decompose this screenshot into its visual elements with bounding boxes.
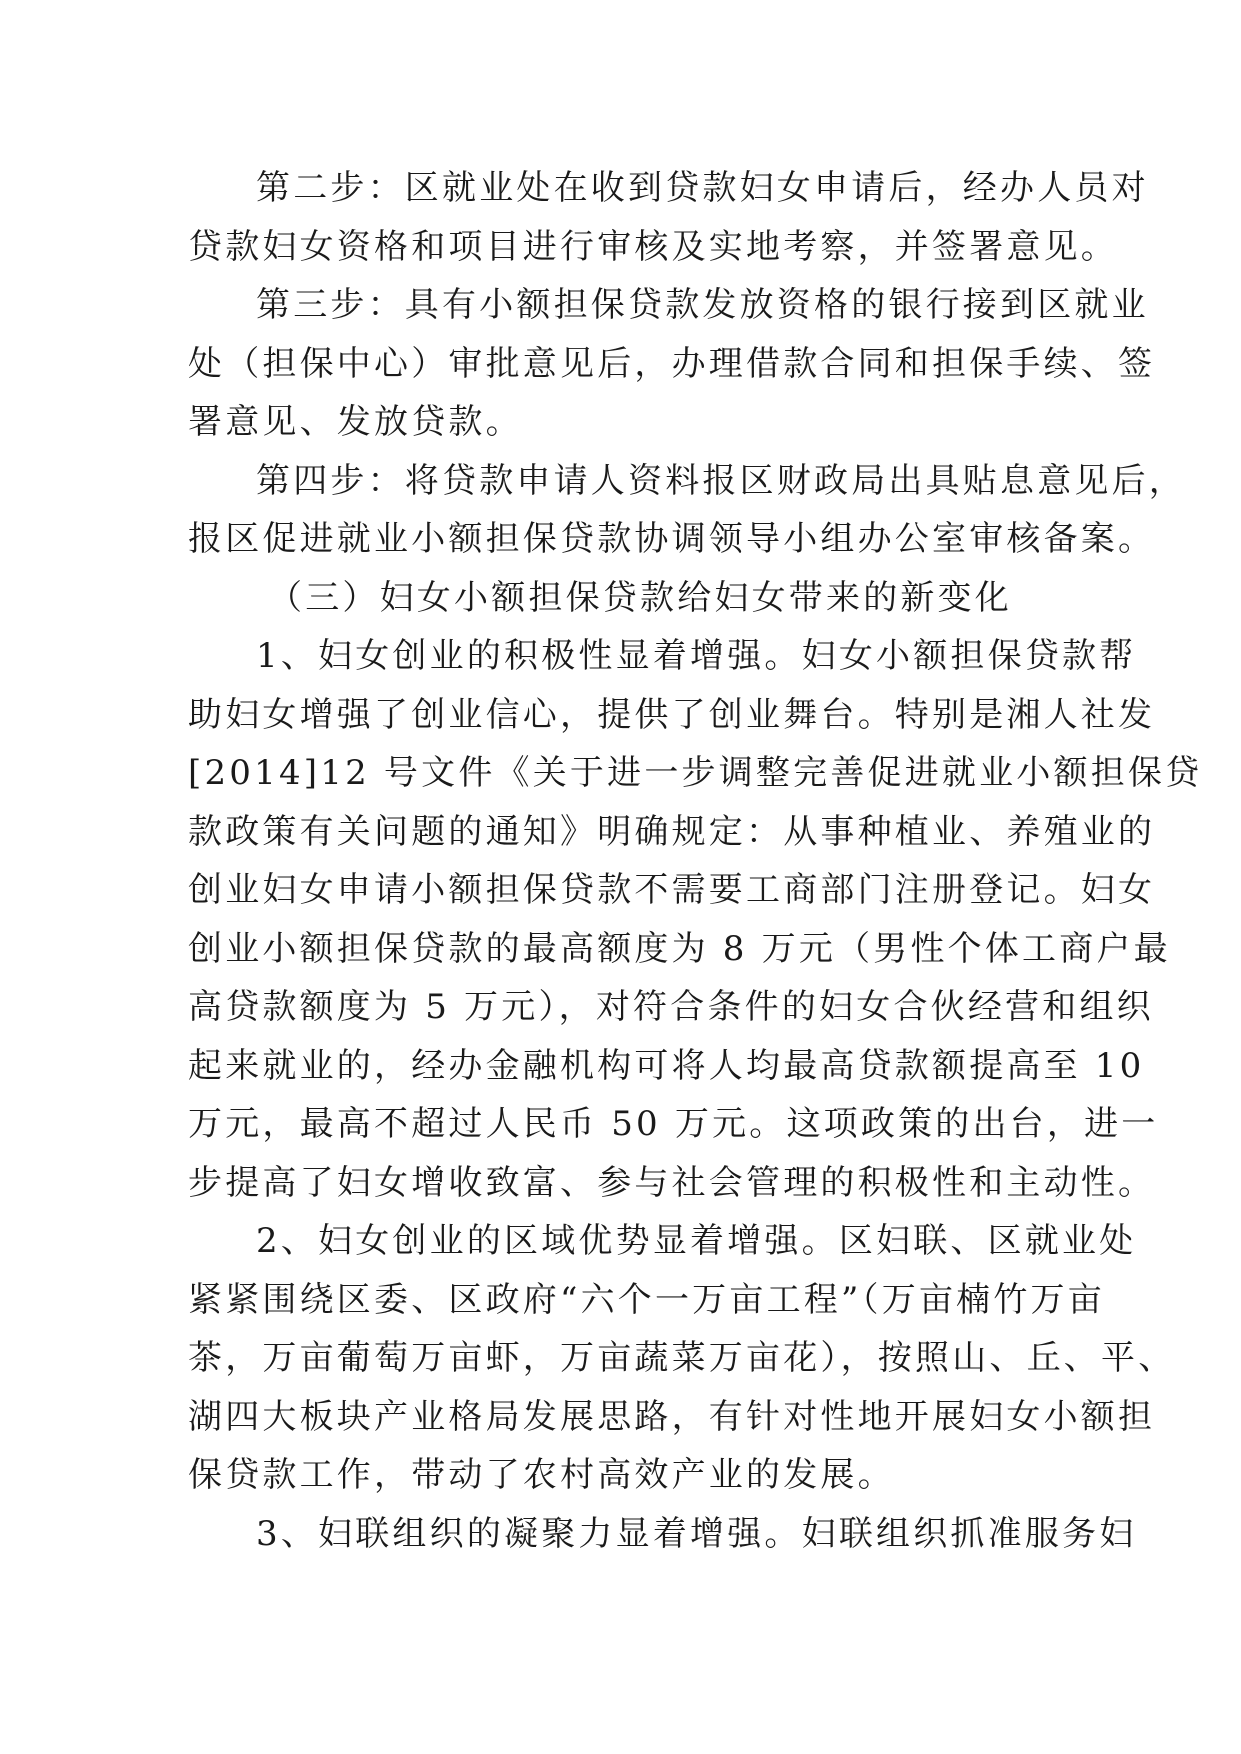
text-line: [2014]12 号文件《关于进一步调整完善促进就业小额担保贷 xyxy=(188,753,1203,793)
text-line: 茶，万亩葡萄万亩虾，万亩蔬菜万亩花），按照山、丘、平、 xyxy=(188,1338,1176,1378)
text-line: 高贷款额度为 5 万元），对符合条件的妇女合伙经营和组织 xyxy=(188,987,1154,1027)
text-line: 万元，最高不超过人民币 50 万元。这项政策的出台，进一 xyxy=(188,1104,1159,1144)
text-line: 创业小额担保贷款的最高额度为 8 万元（男性个体工商户最 xyxy=(188,928,1171,969)
text-line: 处（担保中心）审批意见后，办理借款合同和担保手续、签 xyxy=(188,343,1156,384)
text-line: 创业妇女申请小额担保贷款不需要工商部门注册登记。妇女 xyxy=(188,870,1156,910)
text-line: 湖四大板块产业格局发展思路，有针对性地开展妇女小额担 xyxy=(188,1396,1156,1437)
document-body xyxy=(188,159,1203,1563)
text-line: 保贷款工作，带动了农村高效产业的发展。 xyxy=(188,1455,895,1495)
text-line: 贷款妇女资格和项目进行审核及实地考察，并签署意见。 xyxy=(188,226,1118,267)
text-line: 步提高了妇女增收致富、参与社会管理的积极性和主动性。 xyxy=(188,1162,1156,1203)
text-line: 起来就业的，经办金融机构可将人均最高贷款额提高至 10 xyxy=(188,1045,1145,1086)
section-heading: （三）妇女小额担保贷款给妇女带来的新变化 xyxy=(268,577,1012,618)
text-line: 紧紧围绕区委、区政府“六个一万亩工程”（万亩楠竹万亩 xyxy=(188,1279,1105,1320)
text-line: 第四步：将贷款申请人资料报区财政局出具贴息意见后， xyxy=(256,460,1186,501)
text-line: 署意见、发放贷款。 xyxy=(188,402,523,442)
text-line: 1、妇女创业的积极性显着增强。妇女小额担保贷款帮 xyxy=(256,636,1137,676)
text-line: 3、妇联组织的凝聚力显着增强。妇联组织抓准服务妇 xyxy=(256,1513,1137,1554)
text-line: 第二步：区就业处在收到贷款妇女申请后，经办人员对 xyxy=(256,168,1149,208)
text-line: 款政策有关问题的通知》明确规定：从事种植业、养殖业的 xyxy=(188,811,1156,852)
text-line: 2、妇女创业的区域优势显着增强。区妇联、区就业处 xyxy=(256,1221,1137,1261)
text-line: 第三步：具有小额担保贷款发放资格的银行接到区就业 xyxy=(256,285,1149,325)
text-line: 报区促进就业小额担保贷款协调领导小组办公室审核备案。 xyxy=(188,519,1156,559)
text-line: 助妇女增强了创业信心，提供了创业舞台。特别是湘人社发 xyxy=(188,694,1156,735)
